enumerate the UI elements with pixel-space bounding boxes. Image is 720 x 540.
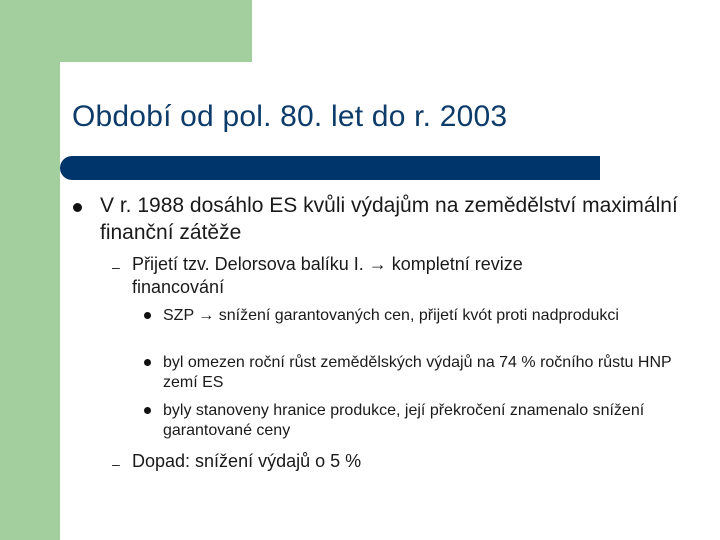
title-underline-bar: [60, 156, 600, 180]
sub-bullet-text: Přijetí tzv. Delorsova balíku I. → kompletní revize financování: [132, 254, 523, 297]
bullet-icon: [144, 312, 151, 319]
sub-bullet-text: Dopad: snížení výdajů o 5 %: [132, 451, 362, 471]
bullet-icon: [144, 359, 151, 366]
dash-icon: –: [112, 259, 120, 275]
decor-green-left: [0, 0, 60, 540]
bullet-icon: [73, 203, 82, 212]
sub-sub-bullet-text: SZP → snížení garantovaných cen, přijetí kvót proti nadprodukci: [163, 307, 619, 324]
slide-title: Období od pol. 80. let do r. 2003: [72, 100, 508, 133]
sub-sub-bullet-text: byl omezen roční růst zemědělských výdajů na 74 % ročního růstu HNP zemí ES: [163, 354, 672, 391]
bullet-icon: [144, 407, 151, 414]
bullet-text-level1: V r. 1988 dosáhlo ES kvůli výdajům na zemědělství maximální finanční zátěže: [100, 194, 678, 244]
dash-icon: –: [112, 456, 120, 472]
sub-sub-bullet-text: byly stanoveny hranice produkce, její překročení znamenalo snížení garantované ceny: [163, 402, 645, 439]
